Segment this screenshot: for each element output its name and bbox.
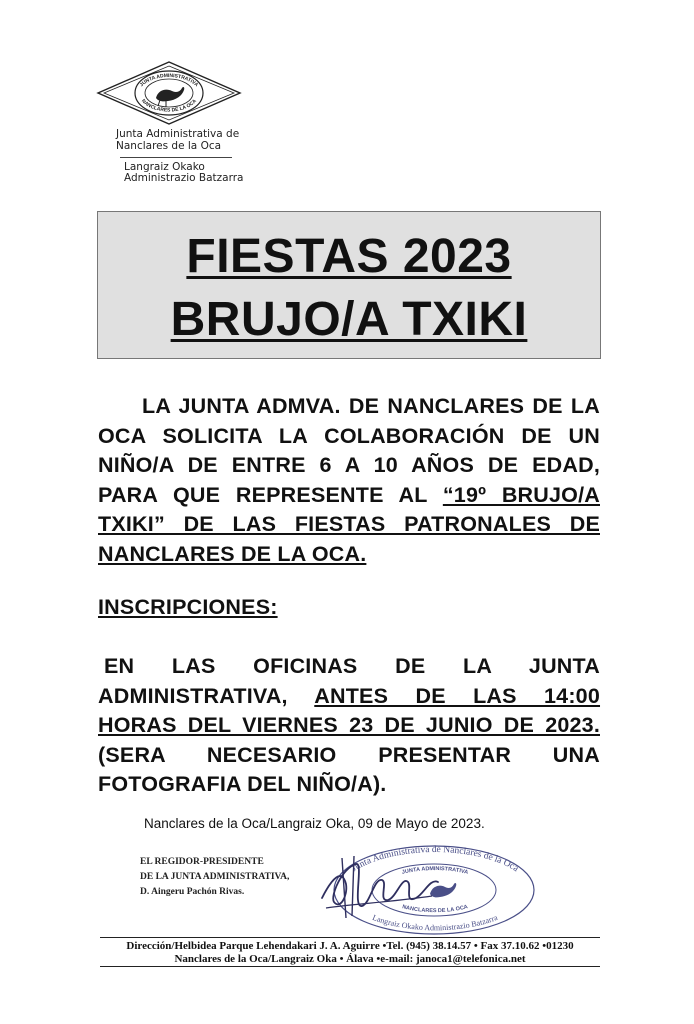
title-line-1: FIESTAS 2023 [186,230,512,283]
registration-text: EN LAS OFICINAS DE LA JUNTA ADMINISTRATIVA, [98,654,600,708]
announcement-paragraph [98,392,600,570]
inscripciones-heading [98,593,600,623]
svg-text:NANCLARES DE LA OCA [401,904,468,914]
announcement-text: LA JUNTA ADMVA. DE NANCLARES DE LA OCA SOLICITA LA COLABORACIÓN DE UN NIÑO/A DE ENTRE 6 A 10 AÑOS DE EDAD, PARA QUE REPRESENTE AL [98,394,600,507]
header-divider [120,157,232,158]
junta-logo-emblem [96,60,242,126]
stamp-inner-top: JUNTA ADMINISTRATIVA [401,866,469,876]
signatory-block [140,855,289,900]
title-box [97,211,601,359]
footer-address: Dirección/Helbidea Parque Lehendakari J. A. Aguirre •Tel. (945) 38.14.57 • Fax 37.10.62 •01230 [126,940,574,952]
date-line: Nanclares de la Oca/Langraiz Oka, 09 de Mayo de 2023. [144,816,485,831]
signatory-line-1: EL REGIDOR-PRESIDENTE [140,857,264,867]
title-line-2: BRUJO/A TXIKI [170,293,528,346]
org-name: Junta Administrativa de Nanclares de la Oca [116,128,240,152]
stamp-text-top: Junta Administrativa de Nanclares de la Oca [349,845,521,875]
registration-note: (SERA NECESARIO PRESENTAR UNA FOTOGRAFIA DEL NIÑO/A). [98,742,600,797]
svg-text:JUNTA ADMINISTRATIVA [401,866,468,876]
logo-text-top: JUNTA ADMINISTRATIVA [138,72,200,89]
stamp-text-bottom: Langraiz Okako Administrazio Batzarra [371,912,499,933]
logo-text-bottom: NANCLARES DE LA OCA [140,98,198,114]
announcement-underlined-text: “19º BRUJO/A TXIKI” DE LAS FIESTAS PATRONALES DE NANCLARES DE LA OCA. [98,482,600,566]
signatory-line-3: D. Aingeru Pachón Rivas. [140,887,245,897]
footer-divider-bottom [100,966,600,967]
footer-contact: Nanclares de la Oca/Langraiz Oka • Álava •e-mail: janoca1@telefonica.net [174,953,526,965]
registration-deadline: ANTES DE LAS 14:00 HORAS DEL VIERNES 23 DE JUNIO DE 2023. [98,683,601,738]
signatory-line-2: DE LA JUNTA ADMINISTRATIVA, [140,872,290,882]
org-name-basque: Langraiz Okako Administrazio Batzarra [124,161,244,184]
footer-divider-top [100,937,600,938]
inscripciones-label: INSCRIPCIONES: [98,595,278,619]
registration-paragraph [98,652,600,800]
stamp-inner-bottom: NANCLARES DE LA OCA [401,904,469,915]
